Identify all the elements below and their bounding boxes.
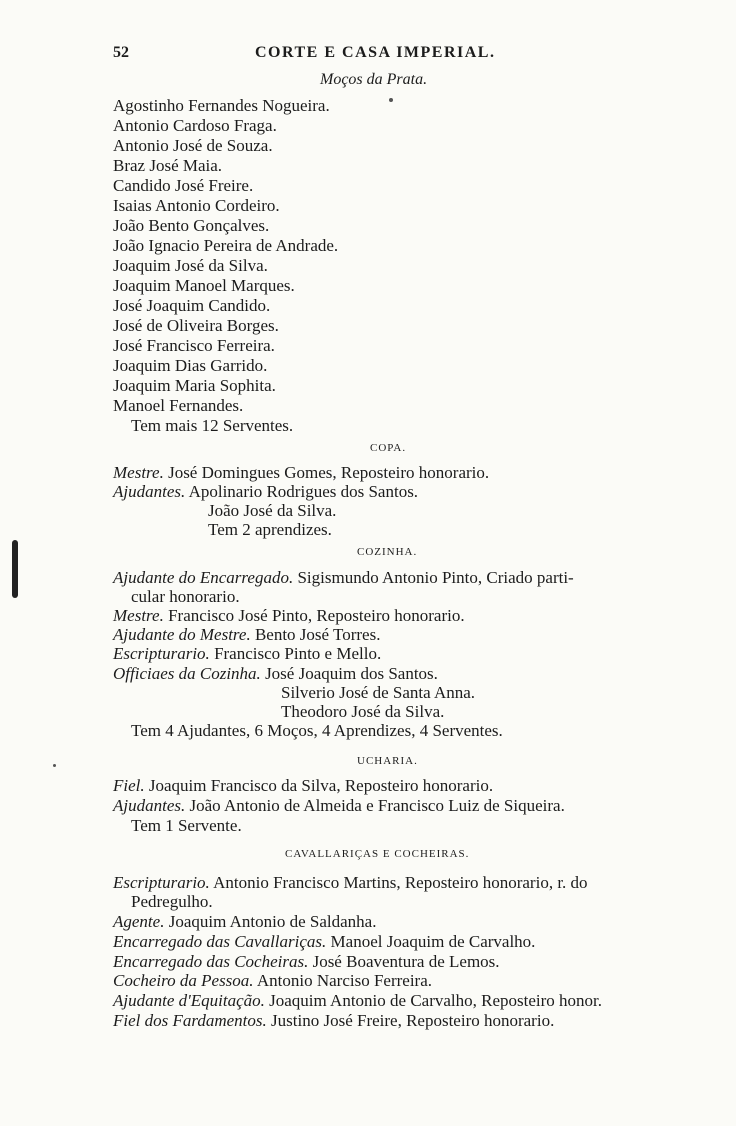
entry-cav-encarregado-cavallaricas	[113, 932, 535, 951]
entry-continuation: Theodoro José da Silva.	[281, 702, 445, 721]
entry-cozinha-escripturario	[113, 644, 381, 663]
list-item: José Joaquim Candido.	[113, 296, 271, 315]
list-item: Manoel Fernandes.	[113, 396, 244, 415]
entry-label: Fiel dos Fardamentos.	[113, 1011, 267, 1030]
entry-cozinha-mestre	[113, 606, 465, 625]
list-item: José Francisco Ferreira.	[113, 336, 275, 355]
list-item: Joaquim Manoel Marques.	[113, 276, 295, 295]
entry-text: Apolinario Rodrigues dos Santos.	[188, 482, 419, 501]
entry-label: Officiaes da Cozinha.	[113, 664, 261, 683]
entry-label: Escripturario.	[113, 873, 210, 892]
list-item: João Ignacio Pereira de Andrade.	[113, 236, 339, 255]
entry-text: Antonio Narciso Ferreira.	[256, 971, 433, 990]
entry-continuation: João José da Silva.	[208, 501, 337, 520]
entry-text: Manoel Joaquim de Carvalho.	[330, 932, 536, 951]
entry-cozinha-ajudante-mestre	[113, 625, 380, 644]
section-heading-ucharia: UCHARIA.	[357, 755, 418, 767]
entry-label: Ajudantes.	[113, 482, 186, 501]
entry-continuation: Silverio José de Santa Anna.	[281, 683, 476, 702]
entry-text: José Domingues Gomes, Reposteiro honorario.	[168, 463, 490, 482]
entry-text: Sigismundo Antonio Pinto, Criado parti-	[297, 568, 574, 587]
list-item: Joaquim Maria Sophita.	[113, 376, 276, 395]
list-item: João Bento Gonçalves.	[113, 216, 270, 235]
entry-label: Ajudantes.	[113, 796, 186, 815]
entry-text: Joaquim Francisco da Silva, Reposteiro honorario.	[148, 776, 494, 795]
entry-text: José Boaventura de Lemos.	[312, 952, 500, 971]
entry-text: Justino José Freire, Reposteiro honorario.	[271, 1011, 555, 1030]
entry-continuation: Pedregulho.	[131, 892, 213, 911]
entry-text: Joaquim Antonio de Carvalho, Reposteiro honor.	[269, 991, 603, 1010]
list-item: Isaias Antonio Cordeiro.	[113, 196, 280, 215]
entry-text: José Joaquim dos Santos.	[265, 664, 438, 683]
entry-label: Encarregado das Cocheiras.	[113, 952, 309, 971]
entry-label: Agente.	[113, 912, 165, 931]
entry-label: Mestre.	[113, 463, 164, 482]
section-subtitle: Moços da Prata.	[320, 71, 428, 88]
entry-text: Bento José Torres.	[254, 625, 381, 644]
entry-ucharia-ajudantes	[113, 796, 565, 815]
entry-continuation: cular honorario.	[131, 587, 240, 606]
entry-label: Escripturario.	[113, 644, 210, 663]
entry-cozinha-ajudante-encarregado	[113, 568, 574, 587]
list-item: Braz José Maia.	[113, 156, 223, 175]
entry-label: Ajudante do Mestre.	[113, 625, 251, 644]
list-item: Candido José Freire.	[113, 176, 254, 195]
entry-label: Cocheiro da Pessoa.	[113, 971, 254, 990]
section-heading-cozinha: COZINHA.	[357, 546, 418, 558]
entry-cav-fiel-fardamentos	[113, 1011, 554, 1030]
section-heading-cavallaricas: CAVALLARIÇAS E COCHEIRAS.	[285, 848, 470, 860]
page-number: 52	[113, 44, 129, 61]
entry-cav-cocheiro	[113, 971, 432, 990]
list-item: Joaquim José da Silva.	[113, 256, 268, 275]
entry-cav-agente	[113, 912, 376, 931]
list-item: José de Oliveira Borges.	[113, 316, 279, 335]
entry-ucharia-fiel	[113, 776, 493, 795]
entry-text: Antonio Francisco Martins, Reposteiro honorario, r. do	[213, 873, 588, 892]
ink-speck	[389, 98, 393, 102]
entry-copa-ajudantes	[113, 482, 418, 501]
entry-continuation: Tem 2 aprendizes.	[208, 520, 332, 539]
entry-cav-ajudante-equitacao	[113, 991, 602, 1010]
list-item: Agostinho Fernandes Nogueira.	[113, 96, 330, 115]
entry-label: Ajudante do Encarregado.	[113, 568, 294, 587]
entry-cav-escripturario	[113, 873, 588, 892]
entry-label: Mestre.	[113, 606, 164, 625]
running-title: CORTE E CASA IMPERIAL.	[255, 44, 496, 61]
entry-cozinha-officiaes	[113, 664, 438, 683]
entry-label: Encarregado das Cavallariças.	[113, 932, 327, 951]
section-heading-copa: COPA.	[370, 442, 407, 454]
entry-text: Francisco Pinto e Mello.	[214, 644, 382, 663]
list-item: Antonio José de Souza.	[113, 136, 273, 155]
entry-copa-mestre	[113, 463, 489, 482]
entry-text: Francisco José Pinto, Reposteiro honorario.	[168, 606, 465, 625]
list-item: Joaquim Dias Garrido.	[113, 356, 268, 375]
binding-shadow	[12, 540, 18, 598]
staff-note: Tem 1 Servente.	[131, 816, 242, 835]
ink-speck	[53, 764, 56, 767]
entry-text: João Antonio de Almeida e Francisco Luiz de Siqueira.	[189, 796, 565, 815]
entry-text: Joaquim Antonio de Saldanha.	[168, 912, 377, 931]
entry-label: Ajudante d'Equitação.	[113, 991, 265, 1010]
entry-cav-encarregado-cocheiras	[113, 952, 500, 971]
staff-note: Tem 4 Ajudantes, 6 Moços, 4 Aprendizes, 4 Serventes.	[131, 721, 503, 740]
entry-label: Fiel.	[113, 776, 145, 795]
list-item: Antonio Cardoso Fraga.	[113, 116, 277, 135]
staff-note: Tem mais 12 Serventes.	[131, 416, 294, 435]
